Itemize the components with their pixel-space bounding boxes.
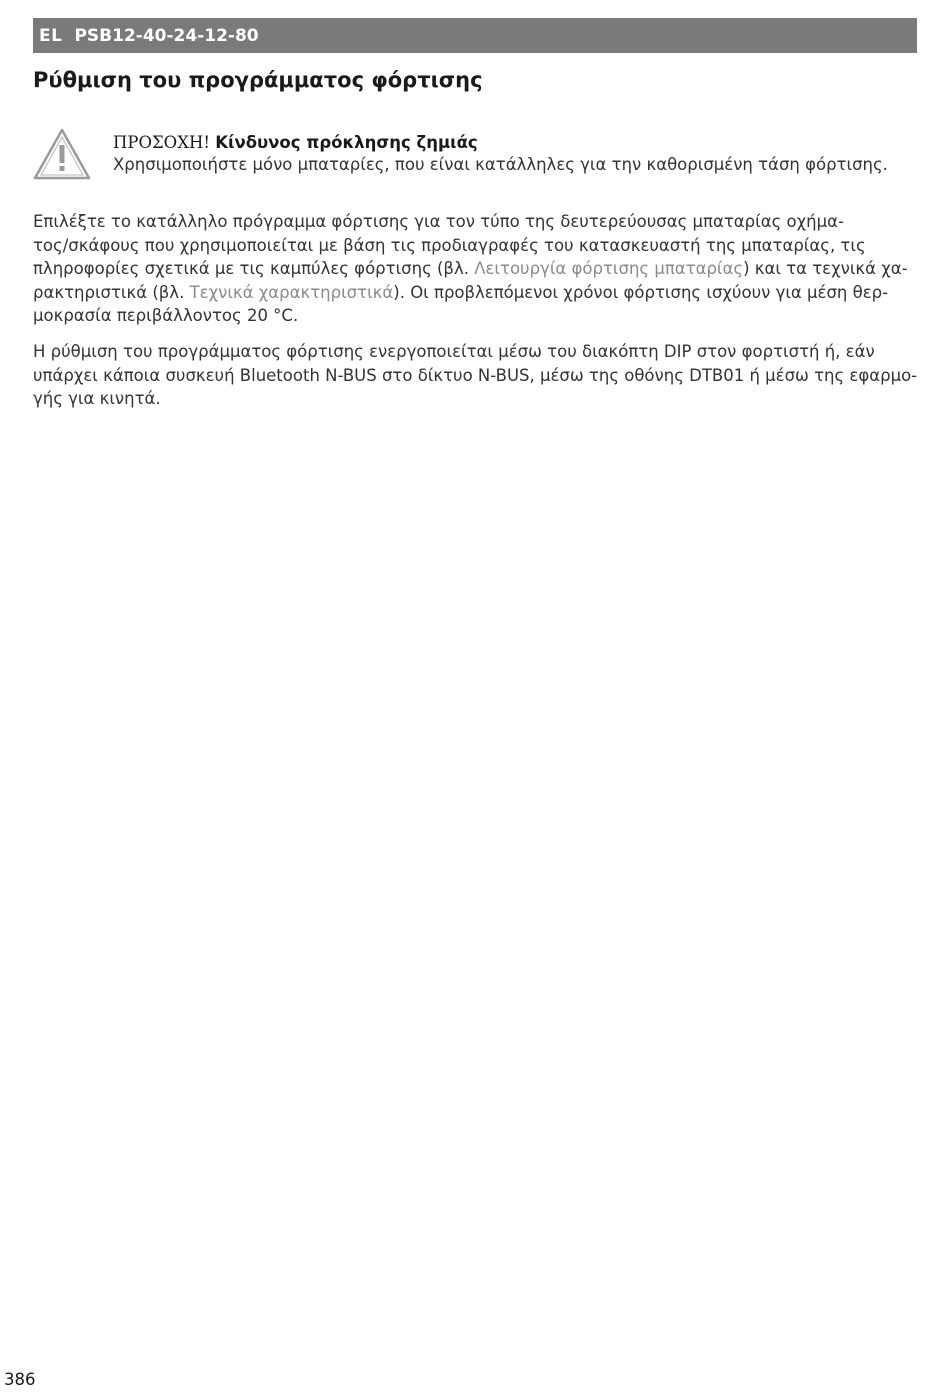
paragraph-line (33, 281, 917, 305)
paragraph-line: Επιλέξτε το κατάλληλο πρόγραμμα φόρτισης για τον τύπο της δευτερεύουσας μπαταρίας οχήμα- (33, 212, 844, 231)
warning-triangle-icon (33, 128, 91, 180)
text-segment: ) και τα τεχνικά χα- (743, 259, 908, 278)
text-segment: πληροφορίες σχετικά με τις καμπύλες φόρτισης (βλ. (33, 259, 475, 278)
warning-hazard: Κίνδυνος πρόκλησης ζημιάς (215, 133, 478, 152)
model-number: PSB12-40-24-12-80 (74, 25, 259, 46)
paragraph-charging-program-selection (33, 210, 917, 328)
document-header-bar (33, 18, 917, 53)
text-segment: ). Οι προβλεπόμενοι χρόνοι φόρτισης ισχύουν για μέση θερ- (393, 282, 889, 302)
paragraph-line: υπάρχει κάποια συσκευή Bluetooth N-BUS στο δίκτυο N-BUS, μέσω της οθόνης DTB01 ή μέσω της εφαρμο- (33, 365, 918, 385)
warning-body: Χρησιμοποιήστε μόνο μπαταρίες, που είναι κατάλληλες για την καθορισμένη τάση φόρτισης. (113, 155, 888, 174)
paragraph-line (33, 257, 917, 281)
warning-text (113, 132, 913, 176)
warning-heading (113, 132, 913, 154)
paragraph-line: Η ρύθμιση του προγράμματος φόρτισης ενεργοποιείται μέσω του διακόπτη DIP στον φορτιστή ή, εάν (33, 342, 875, 361)
text-segment: ρακτηριστικά (βλ. (33, 282, 190, 302)
cross-reference-technical-data[interactable]: Τεχνικά χαρακτηριστικά (189, 282, 394, 302)
page-title: Ρύθμιση του προγράμματος φόρτισης (33, 68, 483, 92)
cross-reference-battery-charging[interactable]: Λειτουργία φόρτισης μπαταρίας (474, 259, 744, 278)
warning-signal-word: ΠΡΟΣΟΧΗ! (113, 133, 210, 152)
language-code: EL (39, 25, 63, 46)
warning-block (33, 128, 917, 184)
paragraph-line: μοκρασία περιβάλλοντος 20 °C. (33, 306, 299, 325)
paragraph-program-activation (33, 340, 917, 411)
page-number: 386 (4, 1370, 36, 1389)
paragraph-line: τος/σκάφους που χρησιμοποιείται με βάση τις προδιαγραφές του κατασκευαστή της μπαταρίας, τις (33, 235, 866, 255)
paragraph-line: γής για κινητά. (33, 389, 161, 408)
